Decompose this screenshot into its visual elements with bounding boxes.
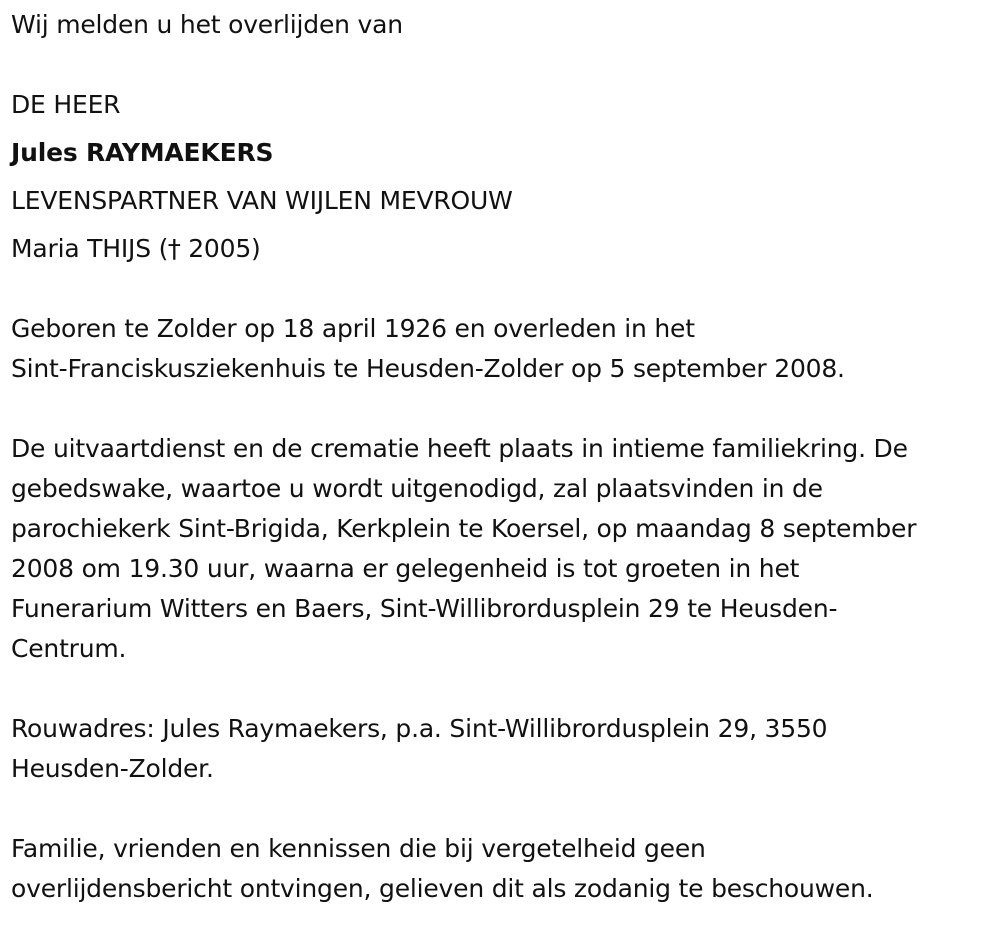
partner-year: 2005): [180, 234, 261, 263]
ceremony-line-2: gebedswake, waartoe u wordt uitgenodigd, zal plaatsvinden in de: [11, 474, 823, 503]
closing-line-1: Familie, vrienden en kennissen die bij vergetelheid geen: [11, 834, 706, 863]
ceremony-line-4: 2008 om 19.30 uur, waarna er gelegenheid is tot groeten in het: [11, 554, 800, 583]
birth-death-line-2: Sint-Franciskusziekenhuis te Heusden-Zolder op 5 september 2008.: [11, 354, 845, 383]
partner-line: [11, 234, 261, 264]
deceased-title: DE HEER: [11, 90, 121, 119]
birth-death-line-1: Geboren te Zolder op 18 april 1926 en overleden in het: [11, 314, 695, 343]
deceased-name: Jules RAYMAEKERS: [11, 138, 274, 167]
ceremony-line-3: parochiekerk Sint-Brigida, Kerkplein te Koersel, op maandag 8 september: [11, 514, 917, 543]
ceremony-line-1: De uitvaartdienst en de crematie heeft plaats in intieme familiekring. De: [11, 434, 908, 463]
closing-line-2: overlijdensbericht ontvingen, gelieven dit als zodanig te beschouwen.: [11, 874, 874, 903]
ceremony-line-6: Centrum.: [11, 634, 127, 663]
ceremony-line-5: Funerarium Witters en Baers, Sint-Willibrordusplein 29 te Heusden-: [11, 594, 838, 623]
cross-icon: †: [167, 234, 181, 263]
intro-text: Wij melden u het overlijden van: [11, 10, 403, 39]
partner-name: Maria THIJS (: [11, 234, 169, 263]
deceased-relation: LEVENSPARTNER VAN WIJLEN MEVROUW: [11, 186, 513, 215]
address-line-1: Rouwadres: Jules Raymaekers, p.a. Sint-Willibrordusplein 29, 3550: [11, 714, 828, 743]
address-line-2: Heusden-Zolder.: [11, 754, 214, 783]
